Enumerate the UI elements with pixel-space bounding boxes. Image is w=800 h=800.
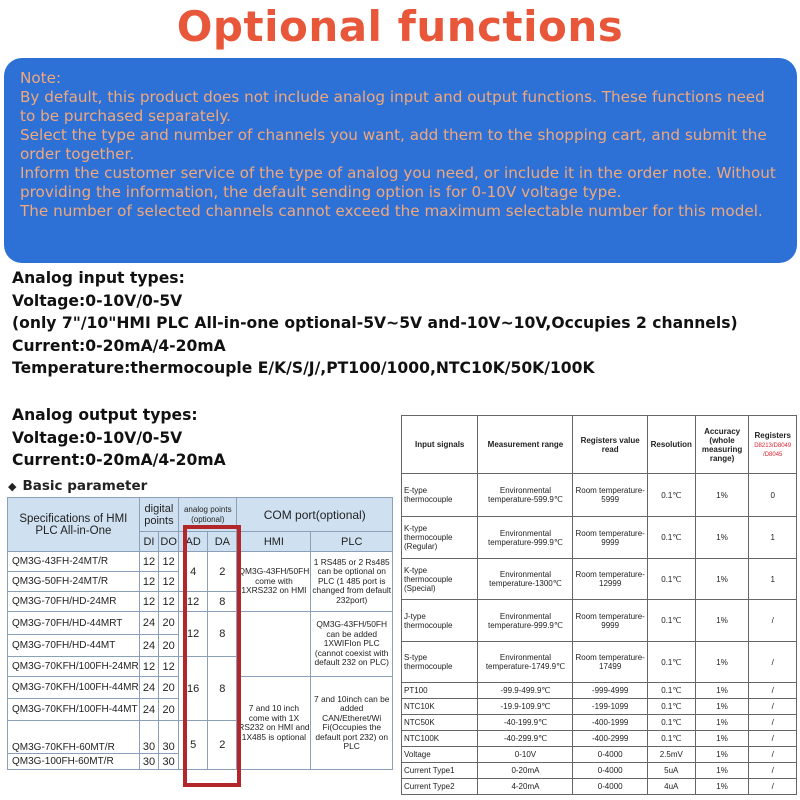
table-cell-ad: 12	[179, 612, 208, 657]
header-resolution: Resolution	[647, 416, 695, 474]
header-input-signals: Input signals	[402, 416, 478, 474]
basic-parameter-title: ◆ Basic parameter	[8, 478, 148, 494]
table-cell-di: 12	[139, 572, 159, 592]
table-cell-ad: 5	[179, 721, 208, 770]
table-cell-register-value: Room temperature-5999	[573, 474, 647, 517]
table-cell-resolution: 4uA	[647, 779, 695, 795]
table-cell-accuracy: 1%	[695, 763, 749, 779]
table-cell-do: 20	[159, 612, 179, 635]
table-row-model: QM3G-70KFH/100FH-44MR	[8, 677, 140, 699]
table-cell-measurement-range: 4-20mA	[478, 779, 573, 795]
table-cell-di: 24	[139, 635, 159, 657]
table-cell-registers: /	[749, 683, 797, 699]
table-cell-accuracy: 1%	[695, 779, 749, 795]
table-cell-do: 20	[159, 699, 179, 721]
table-cell-register-value: 0-4000	[573, 747, 647, 763]
table-cell-do: 12	[159, 592, 179, 612]
table-cell-signal-name: S-type thermocouple	[402, 642, 478, 683]
table-cell-measurement-range: Environmental temperature-999.9℃	[478, 517, 573, 559]
table-row	[402, 699, 797, 715]
table-row-model: QM3G-70KFH-60MT/R	[8, 721, 140, 754]
table-cell-accuracy: 1%	[695, 747, 749, 763]
table-cell-measurement-range: 0-10V	[478, 747, 573, 763]
table-cell-register-value: -999-4999	[573, 683, 647, 699]
table-cell-do: 20	[159, 635, 179, 657]
table-cell-registers: /	[749, 779, 797, 795]
table-cell-do: 12	[159, 572, 179, 592]
table-cell-accuracy: 1%	[695, 683, 749, 699]
table-cell-registers: /	[749, 642, 797, 683]
table-cell-accuracy: 1%	[695, 517, 749, 559]
table-row	[402, 474, 797, 517]
table-cell-accuracy: 1%	[695, 559, 749, 600]
table-row-model: QM3G-50FH-24MT/R	[8, 572, 140, 592]
table-cell-measurement-range: -40-299.9℃	[478, 731, 573, 747]
analog-input-section	[12, 267, 738, 380]
table-cell-di: 24	[139, 612, 159, 635]
header-plc: PLC	[311, 532, 393, 552]
table-cell-di: 12	[139, 552, 159, 572]
table-row	[402, 747, 797, 763]
table-cell-do: 12	[159, 552, 179, 572]
analog-input-voltage-note: (only 7"/10"HMI PLC All-in-one optional-5V~5V and-10V~10V,Occupies 2 channels)	[12, 314, 738, 332]
table-cell-accuracy: 1%	[695, 474, 749, 517]
header-spec: Specifications of HMI PLC All-in-One	[8, 498, 140, 552]
table-row	[402, 559, 797, 600]
table-cell-do: 12	[159, 657, 179, 677]
note-line: Select the type and number of channels you want, add them to the shopping cart, and submit the order together.	[20, 126, 767, 163]
table-cell-di: 12	[139, 592, 159, 612]
table-cell-ad: 16	[179, 657, 208, 721]
table-cell-da: 2	[208, 721, 237, 770]
note-line: The number of selected channels cannot exceed the maximum selectable number for this model.	[20, 202, 763, 220]
table-cell-registers: /	[749, 731, 797, 747]
table-cell-register-value: Room temperature-9999	[573, 517, 647, 559]
table-cell-do: 20	[159, 677, 179, 699]
table-cell-registers: /	[749, 600, 797, 642]
table-cell-signal-name: NTC50K	[402, 715, 478, 731]
table-row-model: QM3G-70KFH/100FH-24MR	[8, 657, 140, 677]
table-row	[402, 779, 797, 795]
table-cell-resolution: 0.1℃	[647, 642, 695, 683]
table-cell-accuracy: 1%	[695, 731, 749, 747]
table-row-model: QM3G-70FH/HD-44MRT	[8, 612, 140, 635]
table-cell-registers: /	[749, 699, 797, 715]
table-cell-register-value: Room temperature-9999	[573, 600, 647, 642]
table-cell-signal-name: Current Type2	[402, 779, 478, 795]
analog-input-temperature: Temperature:thermocouple E/K/S/J/,PT100/1000,NTC10K/50K/100K	[12, 359, 595, 377]
table-cell-di: 30	[139, 721, 159, 754]
table-cell-measurement-range: Environmental temperature-1749.9℃	[478, 642, 573, 683]
table-cell-measurement-range: Environmental temperature-1300℃	[478, 559, 573, 600]
table-cell-accuracy: 1%	[695, 642, 749, 683]
header-digital: digital points	[139, 498, 178, 532]
table-cell-registers: 1	[749, 517, 797, 559]
table-cell-hmi-b: 7 and 10 inch come with 1X RS232 on HMI and 1X485 is optional	[237, 677, 311, 770]
analog-input-voltage: Voltage:0-10V/0-5V	[12, 291, 183, 310]
table-cell-da: 8	[208, 592, 237, 612]
diamond-icon: ◆	[8, 480, 17, 493]
table-row	[402, 600, 797, 642]
note-line: By default, this product does not include analog input and output functions. These functions need to be purchased separately.	[20, 88, 765, 125]
header-registers-value: Registers value read	[573, 416, 647, 474]
header-ad: AD	[179, 532, 208, 552]
table-cell-plc-b: QM3G-43FH/50FH can be added 1XWIFIon PLC (cannot coexist with default 232 on PLC)	[311, 612, 393, 677]
table-cell-register-value: Room temperature-12999	[573, 559, 647, 600]
table-cell-resolution: 0.1℃	[647, 731, 695, 747]
table-cell-hmi-empty	[237, 612, 311, 677]
table-row-model: QM3G-43FH-24MT/R	[8, 552, 140, 572]
analog-input-current: Current:0-20mA/4-20mA	[12, 336, 226, 355]
table-cell-signal-name: Current Type1	[402, 763, 478, 779]
table-cell-accuracy: 1%	[695, 699, 749, 715]
table-cell-register-value: -400-2999	[573, 731, 647, 747]
header-di: DI	[139, 532, 159, 552]
table-cell-di: 24	[139, 699, 159, 721]
table-cell-signal-name: Voltage	[402, 747, 478, 763]
table-cell-ad: 4	[179, 552, 208, 592]
table-cell-resolution: 5uA	[647, 763, 695, 779]
table-cell-registers: /	[749, 715, 797, 731]
table-cell-measurement-range: Environmental temperature-999.9℃	[478, 600, 573, 642]
signal-table	[401, 415, 797, 795]
table-cell-signal-name: NTC10K	[402, 699, 478, 715]
table-cell-registers: /	[749, 747, 797, 763]
table-cell-resolution: 0.1℃	[647, 474, 695, 517]
table-cell-signal-name: K-type thermocouple (Regular)	[402, 517, 478, 559]
table-cell-signal-name: NTC100K	[402, 731, 478, 747]
table-cell-resolution: 0.1℃	[647, 715, 695, 731]
table-cell-register-value: -199-1099	[573, 699, 647, 715]
table-row-model: QM3G-70FH/HD-44MT	[8, 635, 140, 657]
table-cell-resolution: 0.1℃	[647, 559, 695, 600]
note-line: Inform the customer service of the type of analog you need, or include it in the order note. Without providing the information, the default sending option is for 0-10V voltage type.	[20, 164, 776, 201]
basic-parameter-table	[7, 497, 393, 770]
note-box	[4, 58, 797, 263]
header-registers: Registers D8213/D8049 /D8045	[749, 416, 797, 474]
table-cell-register-value: -400-1999	[573, 715, 647, 731]
table-cell-da: 8	[208, 612, 237, 657]
table-cell-do: 30	[159, 754, 179, 770]
table-cell-registers: 1	[749, 559, 797, 600]
header-measurement-range: Measurement range	[478, 416, 573, 474]
table-row-model: QM3G-70KFH/100FH-44MT	[8, 699, 140, 721]
table-cell-register-value: 0-4000	[573, 763, 647, 779]
table-cell-signal-name: J-type thermocouple	[402, 600, 478, 642]
header-analog: analog points (optional)	[179, 498, 237, 532]
analog-output-voltage: Voltage:0-10V/0-5V	[12, 428, 183, 447]
table-cell-hmi-a: QM3G-43FH/50FH come with 1XRS232 on HMI	[237, 552, 311, 612]
table-cell-plc-c: 7 and 10inch can be added CAN/Etheret/Wi Fi(Occupies the default port 232) on PLC	[311, 677, 393, 770]
table-row	[402, 763, 797, 779]
table-cell-resolution: 0.1℃	[647, 699, 695, 715]
table-cell-measurement-range: -40-199.9℃	[478, 715, 573, 731]
table-cell-resolution: 0.1℃	[647, 600, 695, 642]
table-row-model: QM3G-70FH/HD-24MR	[8, 592, 140, 612]
table-cell-plc-a: 1 RS485 or 2 Rs485 can be optional on PLC (1 485 port is changed from default 232port)	[311, 552, 393, 612]
table-cell-measurement-range: 0-20mA	[478, 763, 573, 779]
table-cell-signal-name: E-type thermocouple	[402, 474, 478, 517]
analog-input-heading: Analog input types:	[12, 269, 185, 287]
table-row	[402, 731, 797, 747]
table-cell-resolution: 0.1℃	[647, 517, 695, 559]
header-hmi: HMI	[237, 532, 311, 552]
table-cell-registers: 0	[749, 474, 797, 517]
table-cell-accuracy: 1%	[695, 600, 749, 642]
table-cell-register-value: 0-4000	[573, 779, 647, 795]
analog-output-section	[12, 404, 226, 472]
header-accuracy: Accuracy (whole measuring range)	[695, 416, 749, 474]
table-cell-register-value: Room temperature-17499	[573, 642, 647, 683]
table-cell-measurement-range: -19.9-109.9℃	[478, 699, 573, 715]
table-cell-da: 2	[208, 552, 237, 592]
table-row	[402, 517, 797, 559]
table-cell-resolution: 0.1℃	[647, 683, 695, 699]
table-row	[402, 715, 797, 731]
table-cell-di: 24	[139, 677, 159, 699]
table-cell-ad: 12	[179, 592, 208, 612]
table-cell-signal-name: K-type thermocouple (Special)	[402, 559, 478, 600]
note-heading: Note:	[20, 69, 62, 87]
header-da: DA	[208, 532, 237, 552]
table-cell-di: 12	[139, 657, 159, 677]
header-do: DO	[159, 532, 179, 552]
table-cell-measurement-range: -99.9-499.9℃	[478, 683, 573, 699]
table-row	[402, 642, 797, 683]
header-com: COM port(optional)	[237, 498, 393, 532]
table-row	[402, 683, 797, 699]
registers-sub: D8213/D8049 /D8045	[754, 443, 792, 458]
table-cell-resolution: 2.5mV	[647, 747, 695, 763]
table-row-model: QM3G-100FH-60MT/R	[8, 754, 140, 770]
analog-output-current: Current:0-20mA/4-20mA	[12, 451, 226, 469]
table-cell-accuracy: 1%	[695, 715, 749, 731]
table-cell-measurement-range: Environmental temperature-599.9℃	[478, 474, 573, 517]
analog-output-heading: Analog output types:	[12, 406, 198, 424]
table-cell-do: 30	[159, 721, 179, 754]
table-cell-di: 30	[139, 754, 159, 770]
table-cell-registers: /	[749, 763, 797, 779]
page-title: Optional functions	[176, 2, 624, 51]
table-cell-signal-name: PT100	[402, 683, 478, 699]
table-cell-da: 8	[208, 657, 237, 721]
